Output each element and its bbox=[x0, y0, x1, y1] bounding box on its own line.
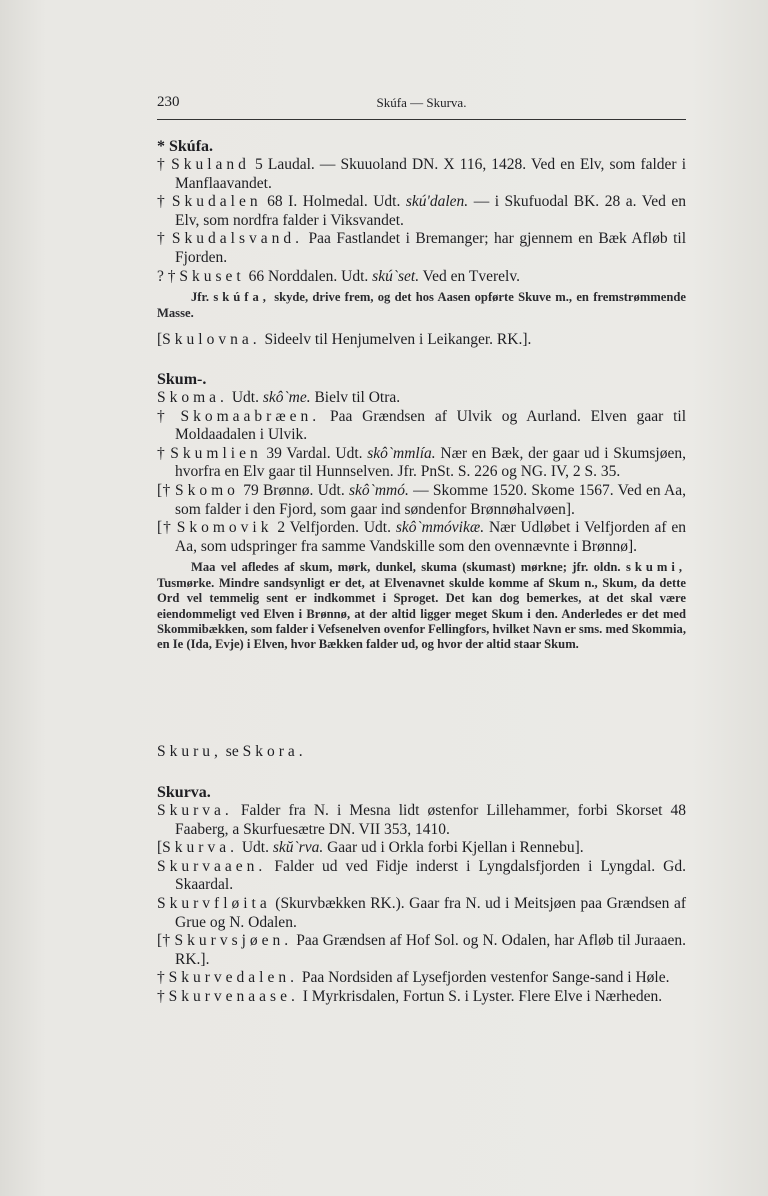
entry-text: Udt. bbox=[227, 389, 263, 406]
dictionary-entry bbox=[157, 988, 686, 1007]
entry-text: 66 Norddalen. Udt. bbox=[244, 267, 373, 285]
headword: skúfa, bbox=[213, 290, 270, 305]
dictionary-entry bbox=[157, 408, 686, 445]
dictionary-entry bbox=[157, 519, 686, 556]
dictionary-entry bbox=[157, 858, 686, 895]
entry-text: [† bbox=[157, 932, 175, 950]
dictionary-entry bbox=[157, 969, 686, 988]
entry-text: skyde, drive frem, og det hos Aasen opførte Skuve m., en fremstrømmende Masse. bbox=[157, 290, 686, 320]
running-title: Skúfa — Skurva. bbox=[376, 95, 467, 110]
entry-text: Tusmørke. Mindre sandsynligt er det, at Elvenavnet skulde komme af Skum n., Skum, da dette Ord vel temmelig sent er indkommet i Sproget. Det kan dog bemerkes, at det skal være eiendommeligt ved Elven i Brønnø, at der altid ligger meget Skum i den. Anderledes er det med Skommibækken, som falder i Vefsenelven ovenfor Fellingfors, hvilket Navn er sms. med Skommia, en Ie (Ida, Evje) i Elven, hvor Bækken falder ud, og hvor der altid staar Skum. bbox=[157, 575, 686, 652]
page-number: 230 bbox=[157, 94, 180, 110]
dictionary-entry bbox=[157, 230, 686, 267]
entry-text: 2 Velfjorden. Udt. bbox=[272, 519, 396, 537]
pronunciation: skŭ`rva. bbox=[272, 839, 324, 857]
dictionary-entry bbox=[157, 193, 686, 230]
entry-text: 79 Brønnø. Udt. bbox=[238, 481, 350, 499]
dictionary-entry bbox=[157, 482, 686, 519]
section-skurva bbox=[157, 783, 686, 1007]
headword: Skuset bbox=[179, 267, 245, 285]
entry-text: † bbox=[157, 193, 172, 211]
dictionary-entry bbox=[157, 839, 686, 858]
entry-text: Falder ud ved Fidje inderst i Lyngdalsfjorden i Lyngdal. Gd. Skaardal. bbox=[175, 857, 686, 894]
entry-text: [ bbox=[157, 331, 163, 348]
dictionary-entry bbox=[157, 445, 686, 482]
entry-text: I Myrkrisdalen, Fortun S. i Lyster. Flere Elve i Nærheden. bbox=[298, 987, 663, 1005]
entry-text: Paa Grændsen af Ulvik og Aurland. Elven gaar til Moldaadalen i Ulvik. bbox=[175, 407, 687, 444]
dictionary-entry bbox=[157, 331, 686, 350]
section-skulovna bbox=[157, 331, 686, 350]
pronunciation: skú'dalen. bbox=[405, 193, 469, 211]
dictionary-entry bbox=[157, 895, 686, 932]
dictionary-entry bbox=[157, 389, 686, 408]
entry-text: Paa Grændsen af Hof Sol. og N. Odalen, har Afløb til Juraaen. RK.]. bbox=[175, 932, 686, 968]
entry-text: ? † bbox=[157, 267, 180, 285]
headword: Skuru, bbox=[157, 743, 222, 760]
entry-text: [ bbox=[157, 839, 163, 857]
etymology-note bbox=[157, 290, 686, 321]
entry-text: Falder fra N. i Mesna lidt østenfor Lillehammer, forbi Skorset 48 Faaberg, a Skurfuesætre DN. VII 353, 1410. bbox=[175, 802, 686, 838]
entry-text: † bbox=[157, 987, 169, 1005]
pronunciation: skú`set. bbox=[372, 267, 420, 285]
headword: Skurvedalen. bbox=[168, 969, 298, 987]
headword: Skurva. bbox=[157, 802, 233, 819]
entry-text: [† bbox=[157, 481, 175, 499]
entry-text: Jfr. bbox=[191, 290, 214, 305]
headword: Skomaabræen. bbox=[180, 407, 321, 425]
dictionary-entry bbox=[157, 156, 686, 193]
headword: Skurva. bbox=[162, 839, 238, 857]
headword: Skudalsvand. bbox=[171, 230, 303, 248]
etymology-note bbox=[157, 560, 686, 652]
headword: Skuland bbox=[171, 156, 250, 173]
header-rule bbox=[157, 119, 686, 120]
dictionary-entry bbox=[157, 932, 686, 969]
dictionary-entry bbox=[157, 802, 686, 839]
entry-text: Bielv til Otra. bbox=[310, 389, 401, 406]
entry-text: se bbox=[221, 743, 243, 760]
entry-text: Sideelv til Henjumelven i Leikanger. RK.]. bbox=[260, 331, 532, 348]
headword: Skurvenaase. bbox=[168, 987, 299, 1005]
headword: Skurvfløita bbox=[157, 894, 271, 912]
entry-text: † bbox=[157, 156, 172, 173]
entry-text: Gaar ud i Orkla forbi Kjellan i Rennebu]. bbox=[323, 839, 584, 857]
entry-text: Paa Nordsiden af Lysefjorden vestenfor Sange-sand i Høle. bbox=[297, 969, 670, 987]
pronunciation: skô`mmlía. bbox=[367, 444, 436, 462]
entry-text: 39 Vardal. Udt. bbox=[261, 444, 368, 462]
entry-text: Nær Udløbet i Velfjorden af en Aa, som udspringer fra samme Vandskille som den ovennævnte i Brønnø]. bbox=[175, 519, 686, 555]
pronunciation: skô`me. bbox=[262, 389, 311, 406]
section-heading: Skum-. bbox=[157, 371, 207, 388]
entry-text: Ved en Tverelv. bbox=[419, 267, 520, 285]
headword: Skomo bbox=[174, 481, 239, 499]
entry-text: (Skurvbækken RK.). Gaar fra N. ud i Meitsjøen paa Grændsen af Grue og N. Odalen. bbox=[175, 894, 686, 931]
section-heading: * Skúfa. bbox=[157, 138, 214, 155]
headword: Skoma. bbox=[157, 389, 228, 406]
section-skum bbox=[157, 370, 686, 653]
section-skuru bbox=[157, 743, 686, 762]
pronunciation: skô`mmó. bbox=[349, 481, 409, 499]
headword: Skurvaaen. bbox=[157, 857, 267, 875]
pronunciation: skô`mmóvikæ. bbox=[395, 519, 485, 537]
entry-text: Maa vel afledes af skum, mørk, dunkel, skuma (skumast) mørkne; jfr. oldn. bbox=[191, 560, 626, 575]
dictionary-entry bbox=[157, 743, 686, 762]
entry-text: [† bbox=[157, 519, 177, 537]
headword: skumi, bbox=[625, 560, 686, 575]
entry-text: † bbox=[157, 444, 171, 462]
entry-text: 5 Laudal. — Skuuoland DN. X 116, 1428. Ved en Elv, som falder i Manflaavandet. bbox=[175, 156, 686, 192]
entry-text: — i Skufuodal BK. 28 a. Ved en Elv, som nordfra falder i Viksvandet. bbox=[175, 193, 686, 229]
headword: Skora. bbox=[242, 743, 307, 760]
entry-text: † bbox=[157, 407, 181, 425]
section-heading: Skurva. bbox=[157, 784, 211, 801]
headword: Skudalen bbox=[171, 193, 262, 211]
dictionary-entry bbox=[157, 268, 686, 287]
headword: Skomovik bbox=[176, 519, 273, 537]
entry-text: — Skomme 1520. Skome 1567. Ved en Aa, som falder i den Fjord, som gaar ind søndenfor Brønnøhalvøen]. bbox=[175, 481, 687, 518]
headword: Skurvsjøen. bbox=[174, 932, 293, 950]
entry-text: Udt. bbox=[237, 839, 273, 857]
section-skufa bbox=[157, 137, 686, 321]
entry-text: Paa Fastlandet i Bremanger; har gjennem en Bæk Afløb til Fjorden. bbox=[175, 230, 687, 266]
entry-text: † bbox=[157, 230, 172, 248]
headword: Skulovna. bbox=[162, 331, 261, 348]
entry-text: Nær en Bæk, der gaar ud i Skumsjøen, hvorfra en Elv gaar til Hunnselven. Jfr. PnSt. S. 226 og NG. IV, 2 S. 35. bbox=[175, 444, 686, 481]
entry-text: † bbox=[157, 969, 169, 987]
entry-text: 68 I. Holmedal. Udt. bbox=[261, 193, 406, 211]
headword: Skumlien bbox=[170, 444, 262, 462]
